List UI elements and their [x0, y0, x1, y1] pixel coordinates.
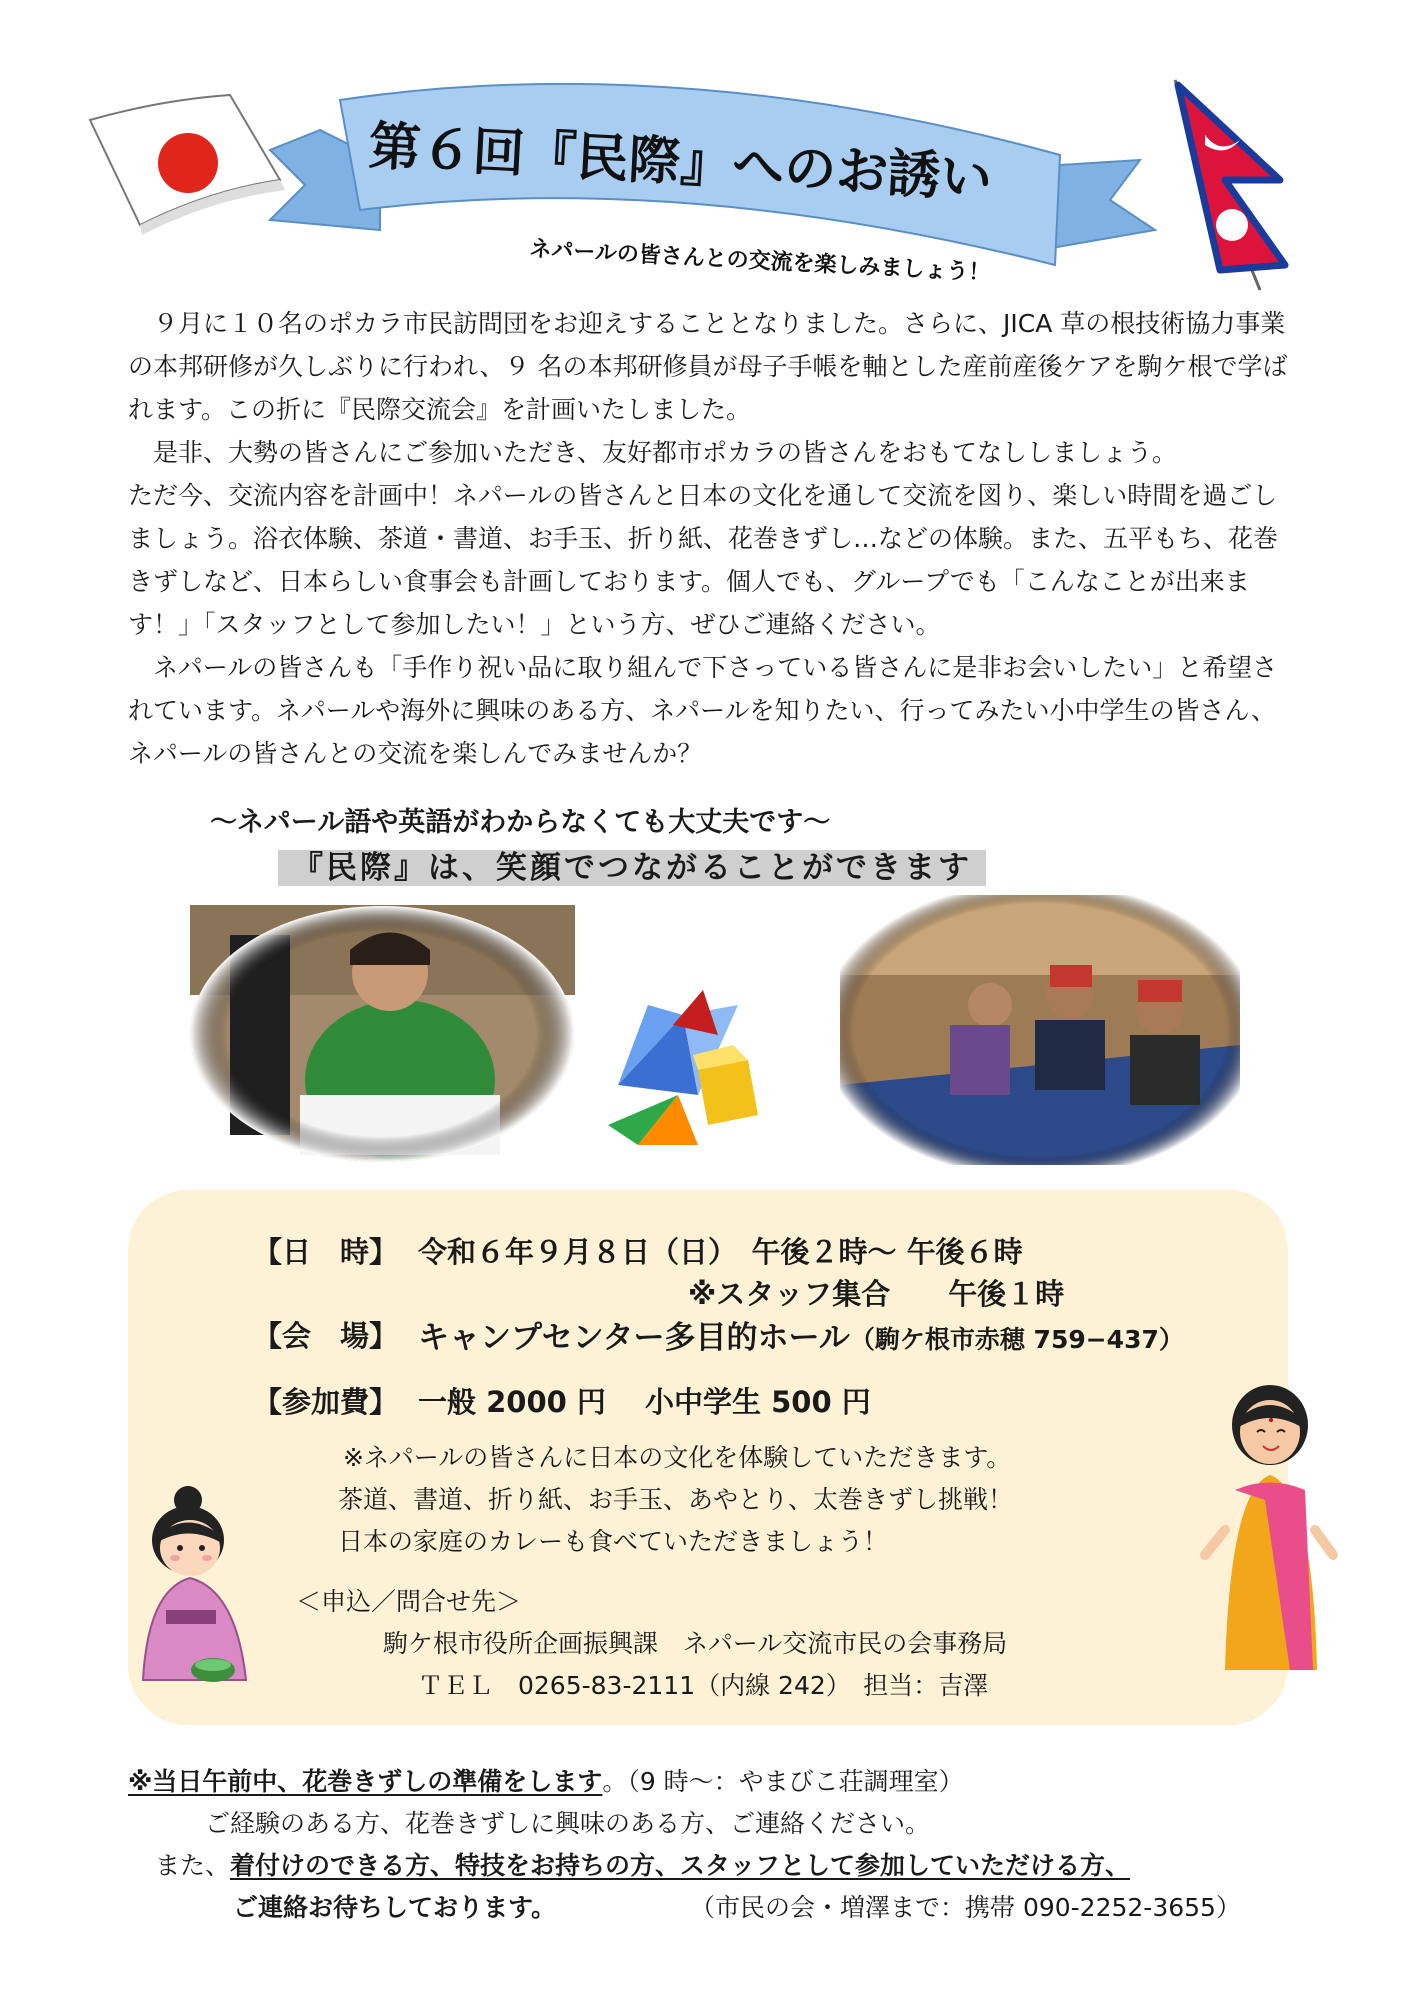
fee-label: 【参加費】: [253, 1385, 399, 1419]
footer-also: また、: [155, 1851, 231, 1880]
footer-volunteer-call: 着付けのできる方、特技をお持ちの方、スタッフとして参加していただける方、: [230, 1851, 1131, 1880]
sari-woman-illustration: [1195, 1380, 1345, 1675]
page-title: 第６回『民際』へのお誘い: [367, 116, 994, 210]
footer-line-2: ご経験のある方、花巻きずしに興味のある方、ご連絡ください。: [205, 1809, 931, 1838]
date-value: 令和６年９月８日（日） 午後２時～ 午後６時: [418, 1235, 1023, 1269]
culture-note-2: 茶道、書道、折り紙、お手玉、あやとり、太巻きずし挑戦！: [338, 1485, 1014, 1514]
origami-crane-icon: [598, 975, 768, 1145]
footer-prep-notice: ※当日午前中、花巻きずしの準備をします: [128, 1767, 603, 1796]
intro-text: [128, 302, 1293, 775]
tagline-1: ～ネパール語や英語がわからなくても大丈夫です～: [210, 807, 831, 838]
venue-address: （駒ケ根市赤穂 759−437）: [849, 1325, 1184, 1354]
tea-ceremony-photo: [840, 895, 1240, 1165]
date-label: 【日 時】: [253, 1235, 399, 1269]
fee-value: 一般 2000 円 小中学生 500 円: [418, 1385, 871, 1419]
intro-paragraph-2: 是非、大勢の皆さんにご参加いただき、友好都市ポカラの皆さんをおもてなししましょう。: [153, 438, 1178, 467]
title-banner: [80, 60, 1340, 310]
culture-note-3: 日本の家庭のカレーも食べていただきましょう！: [338, 1527, 889, 1556]
venue-name: キャンプセンター多目的ホール: [418, 1320, 850, 1356]
footer-contact: （市民の会・増澤まで：携帯 090-2252-3655）: [690, 1893, 1241, 1922]
footer-line-3: [155, 1846, 1130, 1882]
tagline-2-wrapper: [278, 842, 986, 887]
contact-phone: ＴＥＬ 0265-83-2111（内線 242） 担当：吉澤: [418, 1671, 989, 1700]
tagline-2: 『民際』は、笑顔でつながることができます: [278, 850, 986, 886]
intro-paragraph-1: ９月に１０名のポカラ市民訪問団をお迎えすることとなりました。さらに、JICA 草の根技術協力事業の本邦研修が久しぶりに行われ、９ 名の本邦研修員が母子手帳を軸とした産前産後ケアを駒ケ根で学ばれます。この折に『民際交流会』を計画いたしました。: [128, 309, 1288, 424]
japan-flag-icon: [90, 95, 285, 235]
footer-line-4: ご連絡お待ちしております。: [233, 1893, 557, 1922]
nepal-flag-icon: [1175, 80, 1285, 290]
contact-organization: 駒ケ根市役所企画振興課 ネパール交流市民の会事務局: [383, 1629, 1008, 1658]
footer-line-1: [128, 1762, 964, 1798]
venue-label: 【会 場】: [253, 1319, 399, 1353]
contact-header: ＜申込／問合せ先＞: [296, 1587, 522, 1616]
page-subtitle: ネパールの皆さんとの交流を楽しみましょう！: [528, 236, 991, 287]
calligraphy-photo: [190, 905, 575, 1163]
culture-note-1: ※ネパールの皆さんに日本の文化を体験していただきます。: [343, 1443, 1012, 1472]
footer-prep-time: 。（9 時～：やまびこ荘調理室）: [602, 1767, 964, 1796]
intro-paragraph-4: ネパールの皆さんも「手作り祝い品に取り組んで下さっている皆さんに是非お会いしたい」と希望されています。ネパールや海外に興味のある方、ネパールを知りたい、行ってみたい小中学生の皆さん、ネパールの皆さんとの交流を楽しんでみませんか？: [128, 653, 1278, 768]
staff-gathering-note: ※スタッフ集合 午後１時: [688, 1277, 1065, 1311]
venue-value: [418, 1312, 1184, 1357]
kimono-woman-illustration: [118, 1480, 268, 1690]
intro-paragraph-3: ただ今、交流内容を計画中！ネパールの皆さんと日本の文化を通して交流を図り、楽しい時間を過ごしましょう。浴衣体験、茶道・書道、お手玉、折り紙、花巻きずし…などの体験。また、五平もち、花巻きずしなど、日本らしい食事会も計画しております。個人でも、グループでも「こんなことが出来ます！」「スタッフとして参加したい！」という方、ぜひご連絡ください。: [128, 481, 1279, 639]
event-info-box: [128, 1190, 1288, 1725]
